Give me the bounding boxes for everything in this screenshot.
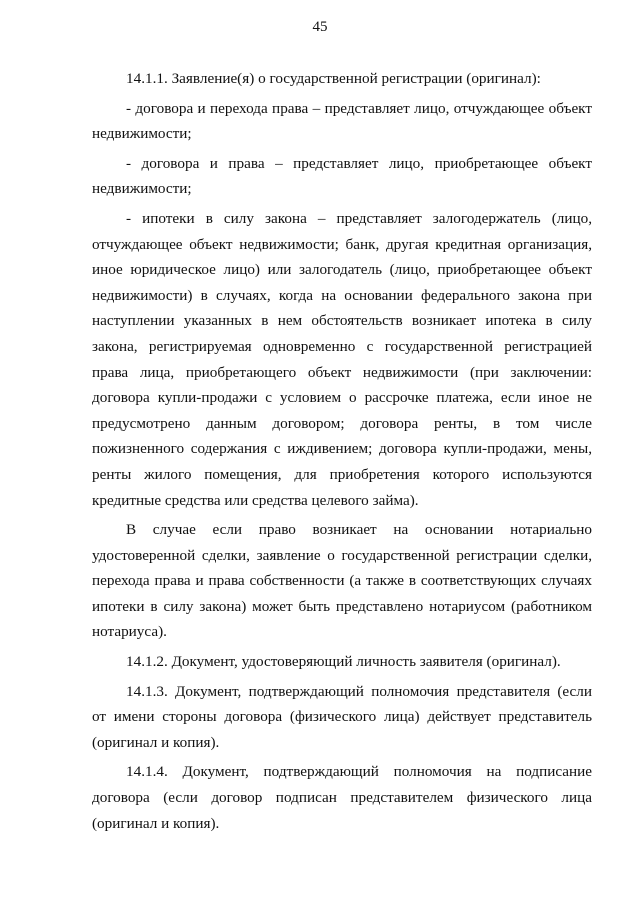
paragraph-item-contract-right: - договора и права – представляет лицо, приобретающее объект недвижимости; (92, 154, 592, 198)
paragraph-14-1-1: 14.1.1. Заявление(я) о государственной регистрации (оригинал): (126, 70, 541, 87)
paragraph-14-1-3: 14.1.3. Документ, подтверждающий полномочия представителя (если от имени стороны договора (физического лица) действует представитель (оригинал и копия). (92, 682, 592, 751)
paragraph-notary: В случае если право возникает на основании нотариально удостоверенной сделки, заявление о государственной регистрации сделки, перехода права и права собственности (а также в соответствующих случаях ипотеки в силу закона) может быть представлено нотариусом (работником нотариуса). (92, 521, 592, 641)
paragraph-item-mortgage: - ипотеки в силу закона – представляет залогодержатель (лицо, отчуждающее объект недвижимости; банк, другая кредитная организация, иное юридическое лицо) или залогодатель (лицо, приобретающее объект недвижимости) в случаях, когда на основании федерального закона при наступлении указанных в нем обстоятельств возникает ипотека в силу закона, регистрируемая одновременно с государственной регистрацией права лица, приобретающего объект недвижимости (при заключении: договора купли-продажи с условием о рассрочке платежа, если иное не предусмотрено данным договором; договора ренты, в том числе пожизненного содержания с иждивением; договора купли-продажи, мены, ренты жилого помещения, для приобретения которого используются кредитные средства или средства целевого займа). (92, 209, 592, 509)
paragraph-item-contract-transfer: - договора и перехода права – представляет лицо, отчуждающее объект недвижимости; (92, 99, 592, 143)
paragraph-14-1-2: 14.1.2. Документ, удостоверяющий личность заявителя (оригинал). (126, 653, 561, 671)
document-body (92, 66, 592, 836)
paragraph-14-1-4: 14.1.4. Документ, подтверждающий полномочия на подписание договора (если договор подписан представителем физического лица (оригинал и копия). (92, 763, 592, 832)
page-number: 45 (312, 19, 328, 35)
